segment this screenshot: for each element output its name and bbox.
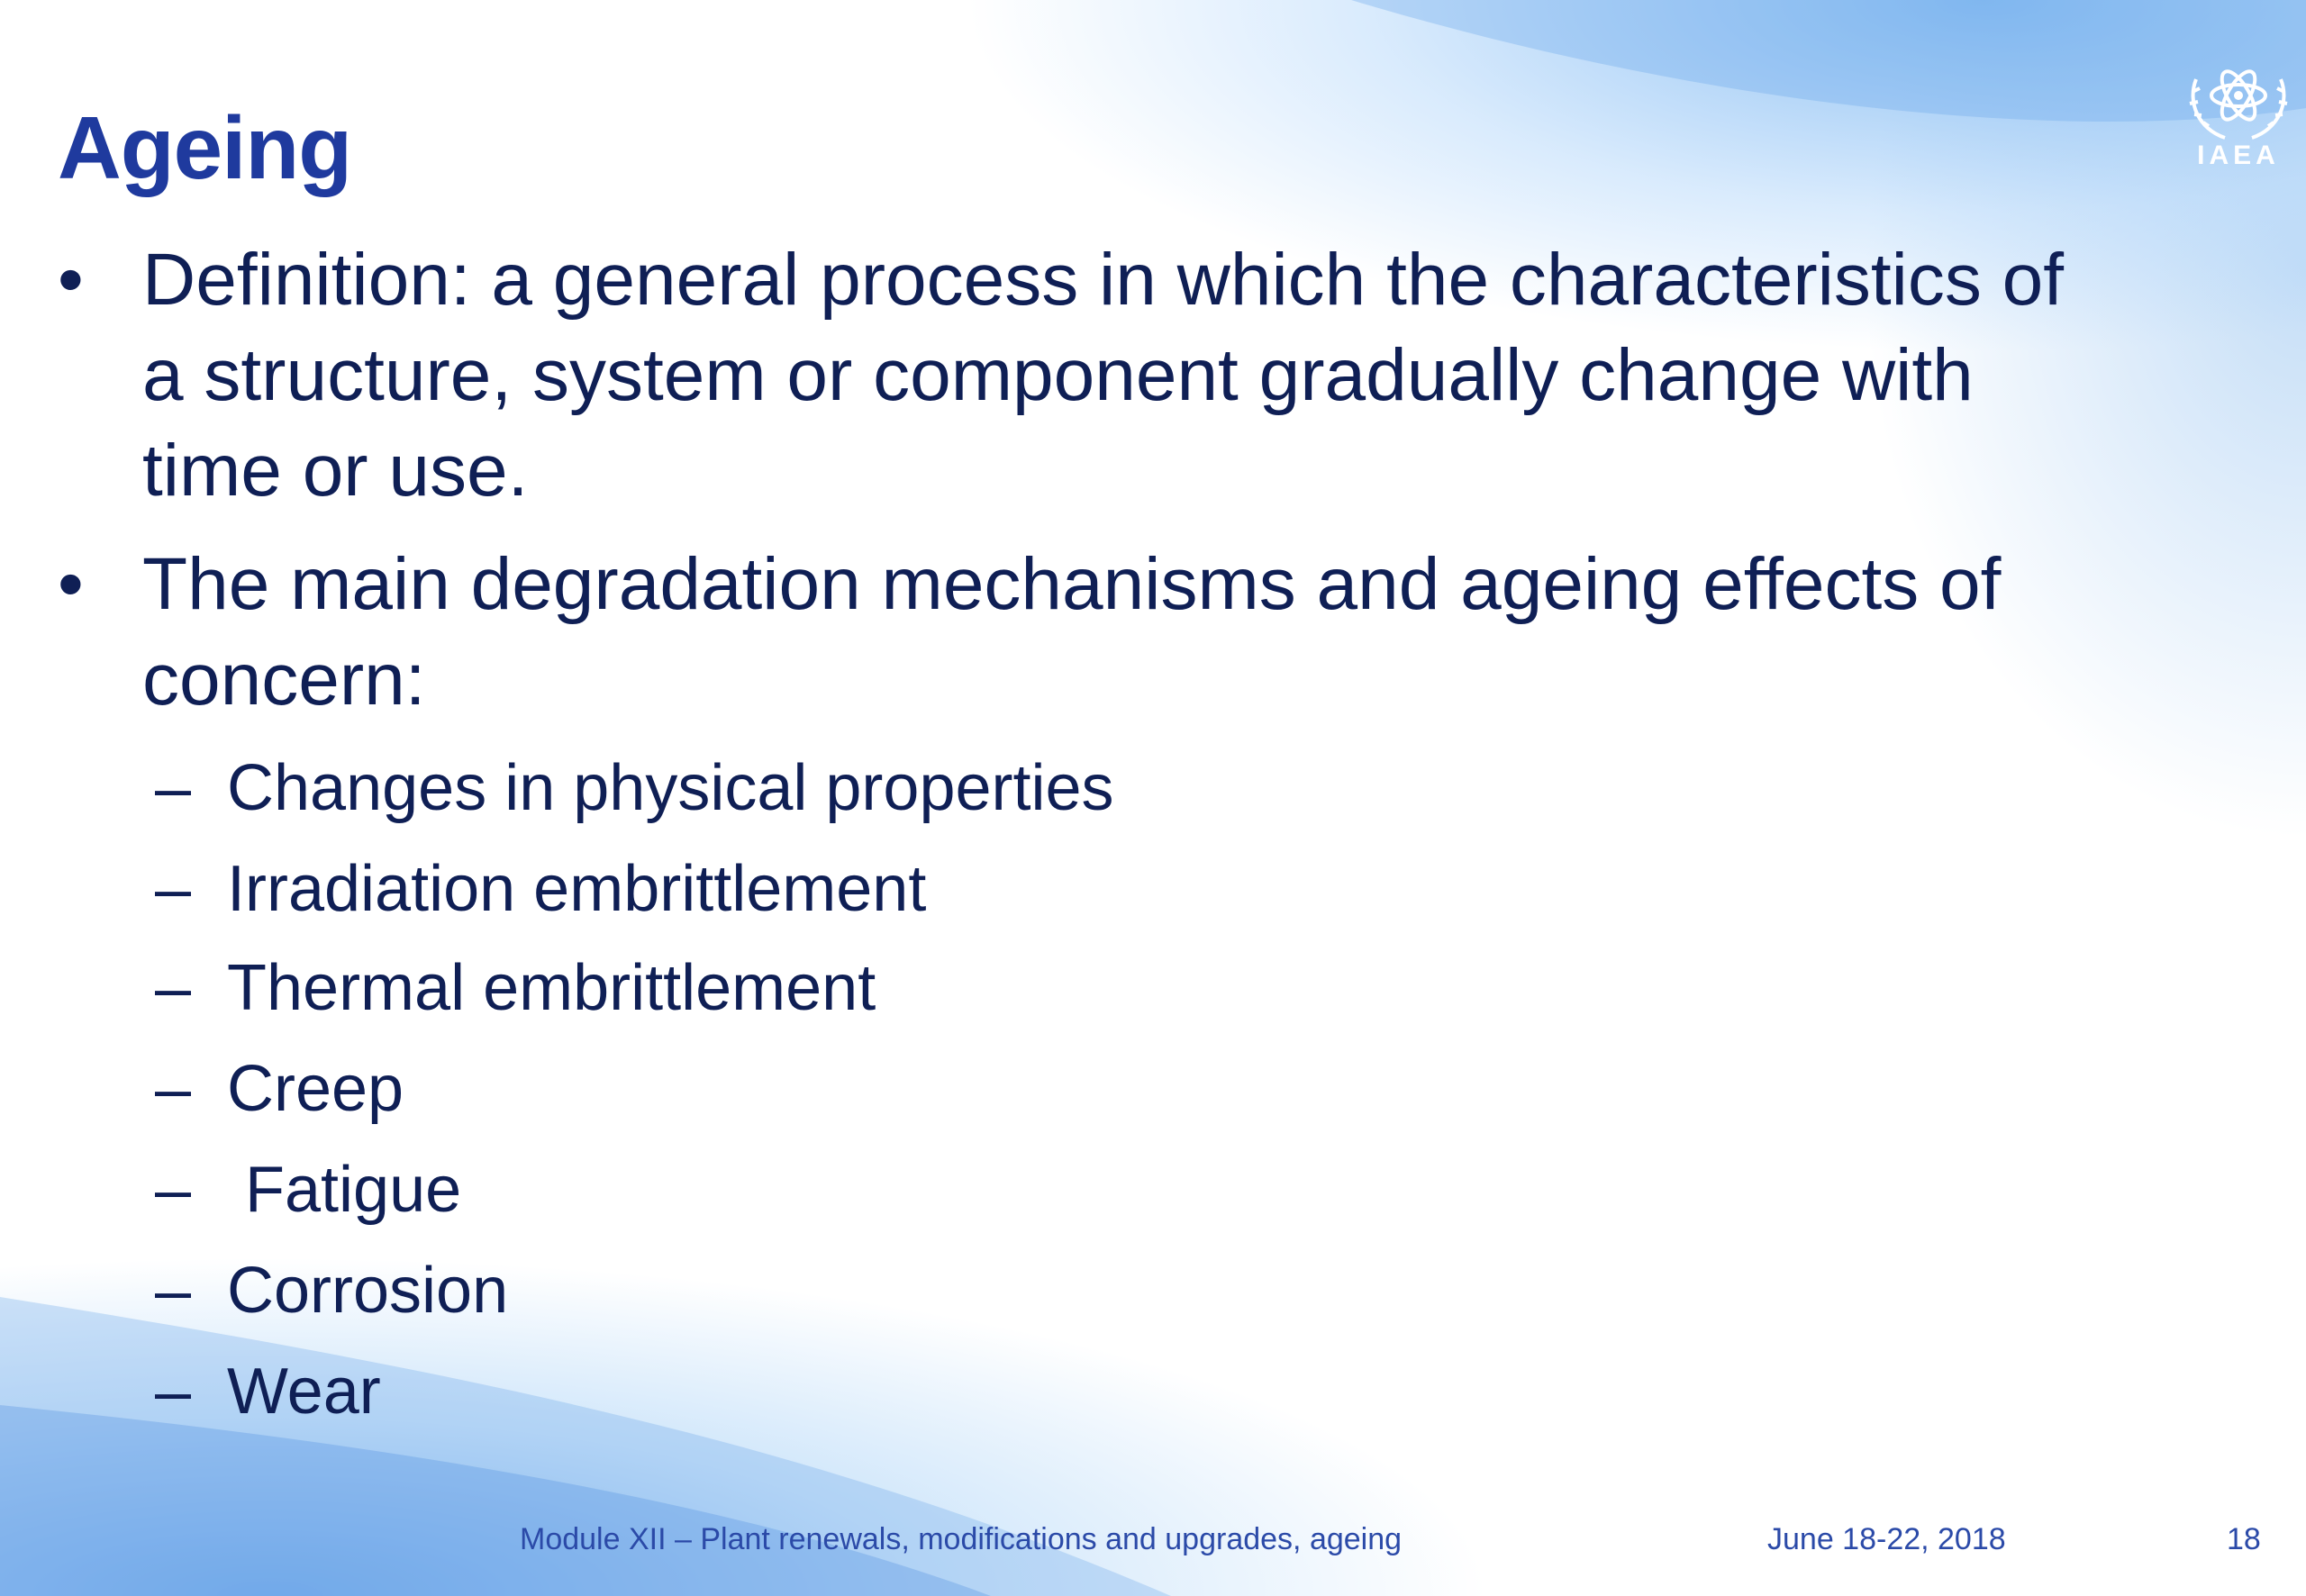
sub-item-text: Corrosion [227,1255,509,1327]
dash-marker: – [155,1053,192,1125]
bullet-line: a structure, system or component gradually change with [142,334,1974,416]
dash-marker: – [155,1154,192,1226]
bullet-text [142,537,2306,728]
bullet-marker: • [58,543,84,625]
dash-marker: – [155,1356,192,1428]
footer-page-number: 18 [2227,1522,2261,1556]
bullet-line: The main degradation mechanisms and ageing effects of [142,543,2002,625]
sub-item-text: Creep [227,1053,404,1125]
dash-marker: – [155,853,192,925]
iaea-logo-label: IAEA [2197,141,2280,170]
sub-item-text: Changes in physical properties [227,752,1114,824]
dash-marker: – [155,752,192,824]
sub-item-text: Irradiation embrittlement [227,853,927,925]
bullet-text [142,232,2306,519]
footer-date: June 18-22, 2018 [1767,1522,2006,1556]
footer-module-title: Module XII – Plant renewals, modifications and upgrades, ageing [520,1522,1403,1556]
dash-marker: – [155,1255,192,1327]
bullet-line: time or use. [142,430,529,512]
bullet-marker: • [58,239,84,321]
dash-marker: – [155,952,192,1024]
bullet-line: Definition: a general process in which the characteristics of [142,239,2065,321]
sub-item-text: Fatigue [227,1154,462,1226]
slide-title: Ageing [58,98,352,197]
sub-item-text: Thermal embrittlement [227,952,876,1024]
sub-item-text: Wear [227,1356,381,1428]
bullet-line: concern: [142,639,426,721]
